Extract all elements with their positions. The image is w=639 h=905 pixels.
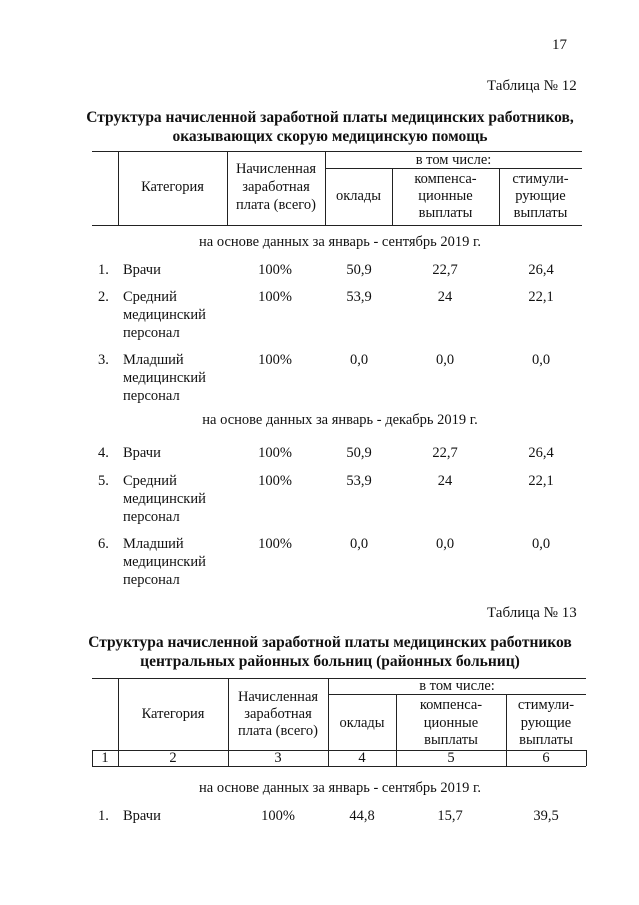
- row-comp: 22,7: [432, 445, 458, 461]
- table-12-header-stim-3: выплаты: [513, 205, 568, 221]
- row-comp: 24: [437, 473, 453, 489]
- table-13-header-category: Категория: [141, 706, 205, 722]
- table-12-header-comp-3: выплаты: [418, 205, 473, 221]
- table-13-header-comp-1: компенса-: [419, 697, 483, 713]
- table-12-header-salary: оклады: [335, 188, 382, 204]
- table-13-divider: [586, 750, 587, 766]
- table-13-header-stim-1: стимули-: [517, 697, 575, 713]
- row-salary: 44,8: [349, 808, 375, 824]
- row-category-line-1: Средний: [123, 473, 177, 489]
- row-total: 100%: [261, 808, 295, 824]
- row-category-line-3: персонал: [123, 572, 180, 588]
- table-13-header-accrued-3: плата (всего): [238, 723, 318, 739]
- row-category: Врачи: [123, 262, 161, 278]
- table-13-section-1: на основе данных за январь - сентябрь 2019 г.: [199, 780, 481, 796]
- table-13-col-number: 5: [447, 750, 455, 766]
- table-12-header-comp-1: компенса-: [414, 171, 477, 187]
- table-12-header-accrued-2: заработная: [242, 179, 310, 195]
- row-total: 100%: [258, 473, 292, 489]
- row-comp: 0,0: [435, 536, 455, 552]
- row-salary: 50,9: [346, 445, 372, 461]
- row-category-line-3: персонал: [123, 325, 180, 341]
- table-13-header-salary: оклады: [339, 715, 385, 731]
- row-category-line-1: Младший: [123, 536, 184, 552]
- row-stim: 26,4: [528, 262, 554, 278]
- row-number: 1.: [98, 262, 109, 278]
- row-total: 100%: [258, 536, 292, 552]
- table-12-header-accrued-3: плата (всего): [236, 197, 316, 213]
- table-13-title-line-1: Структура начисленной заработной платы медицинских работников: [88, 634, 572, 651]
- table-12-header-comp-2: ционные: [418, 188, 473, 204]
- table-13-title-line-2: центральных районных больниц (районных больниц): [140, 653, 520, 670]
- row-number: 1.: [98, 808, 109, 824]
- row-stim: 39,5: [533, 808, 559, 824]
- table-12-title-line-2: оказывающих скорую медицинскую помощь: [172, 128, 488, 145]
- table-13-header-including: в том числе:: [419, 678, 495, 694]
- row-category-line-2: медицинский: [123, 491, 206, 507]
- row-category-line-1: Средний: [123, 289, 177, 305]
- table-13-col-number: 6: [542, 750, 550, 766]
- row-salary: 53,9: [346, 473, 372, 489]
- row-comp: 15,7: [437, 808, 463, 824]
- row-total: 100%: [258, 352, 292, 368]
- row-number: 6.: [98, 536, 109, 552]
- table-12-title-line-1: Структура начисленной заработной платы медицинских работников,: [86, 109, 574, 126]
- table-12-header-stim-2: рующие: [515, 188, 566, 204]
- table-12-section-2: на основе данных за январь - декабрь 2019 г.: [202, 412, 478, 428]
- row-category-line-2: медицинский: [123, 370, 206, 386]
- table-13-header-stim-2: рующие: [520, 715, 572, 731]
- row-salary: 53,9: [346, 289, 372, 305]
- row-stim: 26,4: [528, 445, 554, 461]
- table-13-header-comp-3: выплаты: [424, 732, 478, 748]
- row-comp: 22,7: [432, 262, 458, 278]
- row-category-line-1: Младший: [123, 352, 184, 368]
- table-12-header-bottom-border: [92, 225, 582, 226]
- table-12-section-1: на основе данных за январь - сентябрь 2019 г.: [199, 234, 481, 250]
- table-12-label: Таблица № 12: [487, 78, 577, 94]
- row-category-line-3: персонал: [123, 509, 180, 525]
- row-category: Врачи: [123, 445, 161, 461]
- row-total: 100%: [258, 262, 292, 278]
- table-12-header-category: Категория: [141, 179, 204, 195]
- table-13-col-number: 4: [358, 750, 366, 766]
- table-13-col-number: 3: [274, 750, 282, 766]
- row-stim: 0,0: [531, 352, 551, 368]
- row-number: 2.: [98, 289, 109, 305]
- row-comp: 24: [437, 289, 453, 305]
- table-13-header-comp-2: ционные: [423, 715, 479, 731]
- table-12-header-accrued-1: Начисленная: [235, 161, 317, 177]
- row-salary: 50,9: [346, 262, 372, 278]
- table-13-label: Таблица № 13: [487, 605, 577, 621]
- row-category-line-3: персонал: [123, 388, 180, 404]
- table-13-header-accrued-2: заработная: [244, 706, 312, 722]
- row-stim: 22,1: [528, 473, 554, 489]
- table-13-col-number: 2: [169, 750, 177, 766]
- page-number: 17: [552, 37, 567, 53]
- row-category: Врачи: [123, 808, 161, 824]
- table-12-header-stim-1: стимули-: [512, 171, 569, 187]
- table-13-header-accrued-1: Начисленная: [237, 689, 319, 705]
- row-total: 100%: [258, 445, 292, 461]
- row-category-line-2: медицинский: [123, 307, 206, 323]
- row-total: 100%: [258, 289, 292, 305]
- row-number: 3.: [98, 352, 109, 368]
- row-number: 4.: [98, 445, 109, 461]
- row-comp: 0,0: [435, 352, 455, 368]
- row-category-line-2: медицинский: [123, 554, 206, 570]
- row-salary: 0,0: [349, 536, 369, 552]
- row-stim: 0,0: [531, 536, 551, 552]
- table-12-header-including: в том числе:: [415, 152, 492, 168]
- row-stim: 22,1: [528, 289, 554, 305]
- table-13-col-number: 1: [101, 750, 109, 766]
- row-number: 5.: [98, 473, 109, 489]
- table-13-header-stim-3: выплаты: [519, 732, 573, 748]
- row-salary: 0,0: [349, 352, 369, 368]
